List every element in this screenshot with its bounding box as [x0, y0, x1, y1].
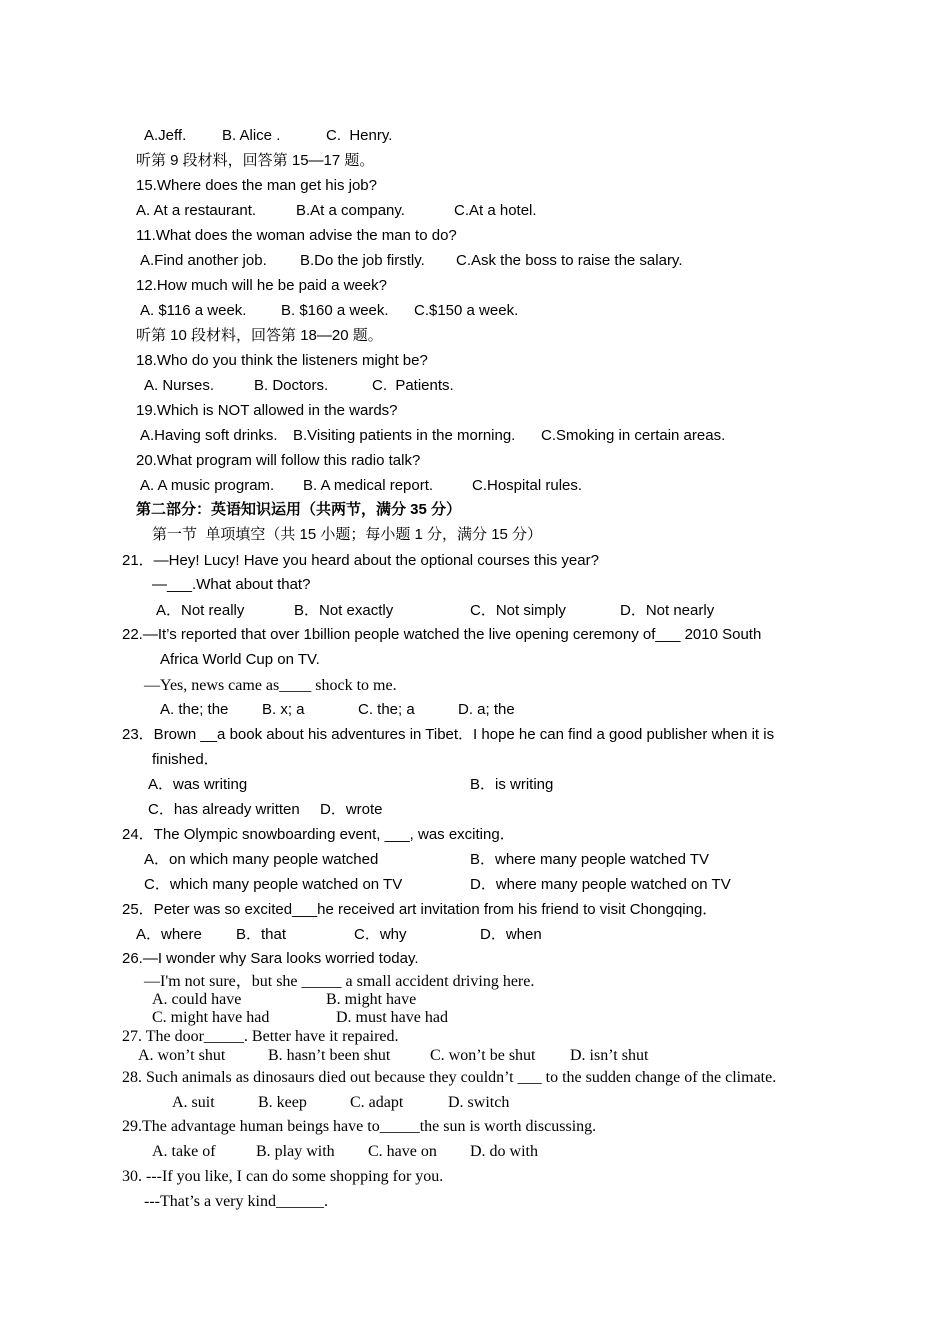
option-text: D. do with	[470, 1143, 538, 1160]
text-line	[122, 900, 930, 922]
line-text: 30. ---If you like, I can do some shopping for you.	[122, 1168, 444, 1185]
option-text: B．Not exactly	[294, 602, 394, 619]
text-line	[136, 226, 930, 248]
option-text: C．which many people watched on TV	[144, 876, 403, 893]
option-text: C.Ask the boss to raise the salary.	[456, 252, 683, 269]
option-text: B.Visiting patients in the morning.	[293, 427, 516, 444]
option-text: C．why	[354, 926, 407, 943]
option-text: A. suit	[172, 1094, 215, 1111]
text-line	[122, 625, 930, 647]
option-text: C.Hospital rules.	[472, 477, 583, 494]
text-line	[160, 700, 930, 722]
text-line	[136, 151, 930, 173]
option-text: D．wrote	[320, 801, 383, 818]
line-text: ---That’s a very kind______.	[144, 1193, 328, 1210]
line-text: 22.—It’s reported that over 1billion people watched the live opening ceremony of___ 2010 South	[122, 626, 762, 643]
text-line	[136, 451, 930, 473]
option-text: C．has already written	[148, 801, 300, 818]
option-text: D. switch	[448, 1094, 510, 1111]
option-text: B. Doctors.	[254, 377, 329, 394]
text-line	[136, 201, 930, 223]
option-text: D．Not nearly	[620, 602, 715, 619]
option-text: C. have on	[368, 1143, 437, 1160]
line-text: 第二部分：英语知识运用（共两节，满分 35 分）	[136, 501, 462, 518]
option-text: C.Smoking in certain areas.	[541, 427, 726, 444]
option-text: A.Jeff.	[144, 127, 187, 144]
line-text: 27. The door_____. Better have it repaired.	[122, 1028, 399, 1045]
text-line	[122, 725, 930, 747]
text-line	[140, 476, 930, 498]
text-line	[144, 376, 930, 398]
line-text: —Yes, news came as____ shock to me.	[144, 677, 397, 694]
line-text: 18.Who do you think the listeners might be?	[136, 352, 428, 369]
line-text: 听第 9 段材料，回答第 15—17 题。	[136, 152, 375, 169]
text-line	[160, 650, 930, 672]
text-line	[122, 825, 930, 847]
text-line	[172, 1093, 930, 1115]
text-line	[140, 251, 930, 273]
text-line	[148, 775, 930, 797]
option-text: B. Alice .	[222, 127, 281, 144]
option-text: B．where many people watched TV	[470, 851, 710, 868]
text-line	[144, 850, 930, 872]
line-text: 28. Such animals as dinosaurs died out because they couldn’t ___ to the sudden change of the climate.	[122, 1069, 777, 1086]
option-text: C. Henry.	[326, 127, 393, 144]
option-text: B. keep	[258, 1094, 307, 1111]
text-line	[136, 401, 930, 423]
option-text: D．where many people watched on TV	[470, 876, 731, 893]
text-line	[136, 500, 930, 522]
line-text: —___.What about that?	[152, 576, 311, 593]
option-text: B. $160 a week.	[281, 302, 389, 319]
option-text: A.Find another job.	[140, 252, 267, 269]
option-text: A．was writing	[148, 776, 248, 793]
line-text: 25．Peter was so excited___he received art invitation from his friend to visit Chongqing．	[122, 901, 718, 918]
option-text: B.At a company.	[296, 202, 405, 219]
line-text: 26.—I wonder why Sara looks worried today.	[122, 950, 419, 967]
option-text: D. isn’t shut	[570, 1047, 649, 1064]
text-line	[140, 301, 930, 323]
option-text: C. the; a	[358, 701, 415, 718]
line-text: 23．Brown __a book about his adventures in Tibet．I hope he can find a good publisher when it is	[122, 726, 775, 743]
option-text: C.$150 a week.	[414, 302, 519, 319]
option-text: A. the; the	[160, 701, 229, 718]
option-text: C.At a hotel.	[454, 202, 537, 219]
option-text: C．Not simply	[470, 602, 566, 619]
option-text: B. hasn’t been shut	[268, 1047, 391, 1064]
text-line	[144, 875, 930, 897]
option-text: A. A music program.	[140, 477, 275, 494]
line-text: 29.The advantage human beings have to_____the sun is worth discussing.	[122, 1118, 597, 1135]
line-text: 第一节 单项填空（共 15 小题；每小题 1 分，满分 15 分）	[152, 526, 543, 543]
option-text: B. play with	[256, 1143, 335, 1160]
text-line	[148, 800, 930, 822]
text-line	[122, 1068, 930, 1090]
option-text: D. must have had	[336, 1009, 448, 1026]
line-text: finished．	[152, 751, 219, 768]
option-text: A. Nurses.	[144, 377, 215, 394]
text-line	[144, 1192, 930, 1214]
option-text: A．on which many people watched	[144, 851, 379, 868]
option-text: C. won’t be shut	[430, 1047, 536, 1064]
text-line	[152, 750, 930, 772]
option-text: B. A medical report.	[303, 477, 434, 494]
option-text: A. At a restaurant.	[136, 202, 257, 219]
option-text: C. adapt	[350, 1094, 404, 1111]
line-text: —I'm not sure，but she _____ a small accident driving here.	[144, 973, 535, 990]
option-text: A. won’t shut	[138, 1047, 226, 1064]
option-text: A．where	[136, 926, 202, 943]
text-line	[152, 1142, 930, 1164]
line-text: 12.How much will he be paid a week?	[136, 277, 387, 294]
text-line	[122, 1117, 930, 1139]
text-line	[152, 575, 930, 597]
text-line	[144, 126, 930, 148]
option-text: D. a; the	[458, 701, 515, 718]
text-line	[136, 276, 930, 298]
option-text: A. could have	[152, 991, 242, 1008]
option-text: D．when	[480, 926, 542, 943]
line-text: 21．—Hey! Lucy! Have you heard about the optional courses this year?	[122, 552, 599, 569]
option-text: B．is writing	[470, 776, 554, 793]
text-line	[152, 525, 930, 547]
option-text: C. might have had	[152, 1009, 270, 1026]
text-line	[122, 551, 930, 573]
line-text: 24．The Olympic snowboarding event, ___, was exciting．	[122, 826, 515, 843]
text-line	[156, 601, 930, 623]
text-line	[136, 326, 930, 348]
text-line	[144, 676, 930, 698]
line-text: 11.What does the woman advise the man to do?	[136, 227, 457, 244]
text-line	[122, 1167, 930, 1189]
option-text: B.Do the job firstly.	[300, 252, 425, 269]
line-text: Africa World Cup on TV.	[160, 651, 320, 668]
line-text: 19.Which is NOT allowed in the wards?	[136, 402, 398, 419]
line-text: 15.Where does the man get his job?	[136, 177, 377, 194]
text-line	[140, 426, 930, 448]
option-text: C. Patients.	[372, 377, 454, 394]
option-text: A. $116 a week.	[140, 302, 247, 319]
text-line	[138, 1046, 930, 1068]
text-line	[136, 351, 930, 373]
text-line	[136, 925, 930, 947]
option-text: B. x; a	[262, 701, 305, 718]
line-text: 20.What program will follow this radio talk?	[136, 452, 421, 469]
option-text: A. take of	[152, 1143, 216, 1160]
option-text: A．Not really	[156, 602, 245, 619]
text-line	[122, 949, 930, 971]
line-text: 听第 10 段材料，回答第 18—20 题。	[136, 327, 383, 344]
option-text: B．that	[236, 926, 287, 943]
text-line	[136, 176, 930, 198]
option-text: B. might have	[326, 991, 417, 1008]
option-text: A.Having soft drinks.	[140, 427, 278, 444]
